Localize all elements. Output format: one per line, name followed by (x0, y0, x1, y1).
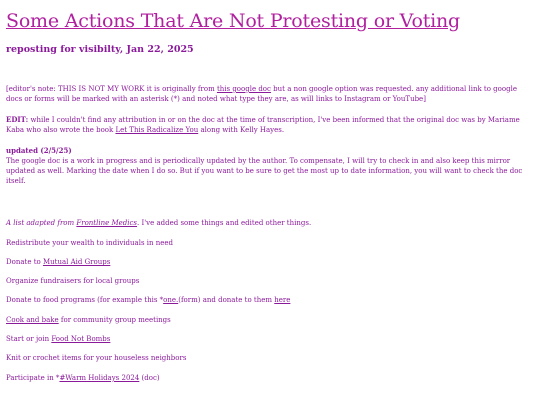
donate-here-link[interactable]: here (274, 296, 291, 304)
mutual-aid-link[interactable]: Mutual Aid Groups (42, 258, 111, 266)
edit-label: EDIT: (6, 115, 29, 124)
page-title: Some Actions That Are Not Protesting or Voting (6, 10, 461, 32)
list-item: Knit or crochet items for your houseless neighbors (6, 354, 187, 362)
updated-note (6, 146, 534, 186)
cook-and-bake-link[interactable]: Cook and bake (6, 316, 59, 324)
list-item: Donate to Mutual Aid Groups (6, 258, 111, 266)
frontline-medics-link[interactable]: Frontline Medics (76, 219, 138, 227)
updated-label: updated (2/5/25) (6, 146, 72, 155)
food-not-bombs-link[interactable]: Food Not Bombs (51, 335, 111, 343)
list-item: Redistribute your wealth to individuals in need (6, 239, 174, 247)
list-item: Organize fundraisers for local groups (6, 277, 140, 285)
food-program-form-link[interactable]: one. (163, 296, 179, 304)
warm-holidays-link[interactable]: #Warm Holidays 2024 (59, 374, 140, 382)
page-subtitle: reposting for visibilty, Jan 22, 2025 (6, 44, 194, 55)
edit-note: EDIT: while I couldn't find any attribution in or on the doc at the time of transcription, I've been informed that the original doc was by Mariame Kaba who also wrote the book Let This Radicalize You along with Kelly Hayes. (6, 115, 520, 134)
list-item: Cook and bake for community group meetings (6, 316, 171, 324)
list-item: Donate to food programs (for example this *one.(form) and donate to them here (6, 296, 291, 304)
editors-note: [editor's note: THIS IS NOT MY WORK it is originally from this google doc but a non google option was requested. any additional link to google docs or forms will be marked with an asterisk (*) and noted what type they are, as will links to Instagram or YouTube] (6, 85, 517, 103)
updated-text: The google doc is a work in progress and is periodically updated by the author. To compensate, I will try to check in and also keep this mirror updated as well. Marking the date when I do so. But if you want to be sure to get the most up to date information, you will want to check the doc itself. (6, 157, 523, 185)
intro-line: A list adapted from Frontline Medics. I've added some things and edited other things. (6, 219, 312, 227)
google-doc-link[interactable]: this google doc (216, 85, 271, 93)
book-link[interactable]: Let This Radicalize You (115, 126, 199, 134)
list-item: Participate in *#Warm Holidays 2024 (doc) (6, 374, 160, 382)
list-item: Start or join Food Not Bombs (6, 335, 111, 343)
